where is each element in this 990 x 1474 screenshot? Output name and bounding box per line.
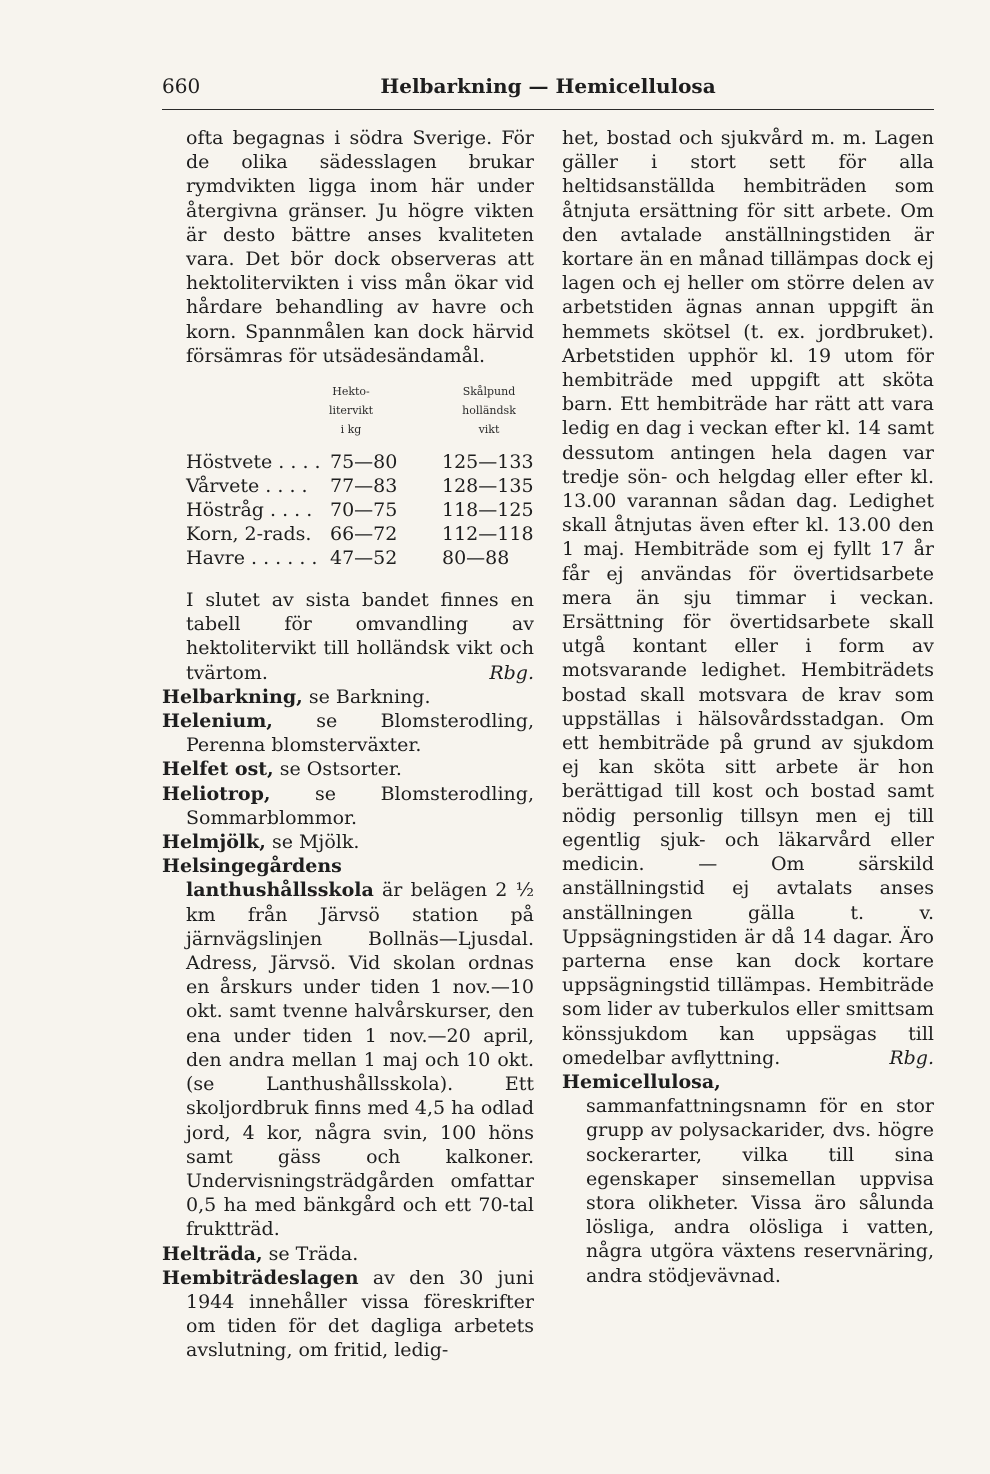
- entry-term: Helmjölk,: [162, 831, 266, 854]
- entry-term: Hemicellulosa,: [562, 1070, 721, 1093]
- table-header-kg-line: i kg: [340, 423, 362, 437]
- entry-text: se Blomsterodling, Sommarblommor.: [186, 782, 534, 829]
- entry-helenium: [162, 709, 534, 757]
- row-label: Höstvete . . . .: [186, 451, 321, 474]
- row-skalpund: 112—118: [442, 523, 534, 546]
- table-row: [186, 522, 534, 546]
- entry-helsingegardens: [162, 854, 534, 1241]
- entry-text: sammanfattningsnamn för en stor grupp av polysackarider, dvs. högre sockerarter, vilka till sina egenskaper sinsemellan uppvisa stora olikheter. Vissa äro sålunda lösliga, andra olösliga i vatten, några utgöra växtens reservnäring, andra stödjevävnad.: [586, 1095, 934, 1287]
- row-label: Höstråg . . . .: [186, 499, 313, 522]
- table-row: [186, 546, 534, 570]
- entry-text: se Blomsterodling, Perenna blomsterväxter.: [186, 710, 534, 757]
- table-header-skalpund-line: Skålpund: [462, 385, 516, 399]
- entry-helfet-ost: [162, 757, 534, 781]
- entry-term: Helsingegårdens lanthushållsskola: [162, 855, 374, 902]
- table-header-kg-line: litervikt: [328, 404, 374, 418]
- table-header-skalpund-line: vikt: [478, 423, 500, 437]
- author-signature: Rbg.: [489, 661, 534, 684]
- entry-helbarkning: [162, 685, 534, 709]
- table-row: [186, 498, 534, 522]
- row-skalpund: 118—125: [442, 499, 534, 522]
- entry-term: Heliotrop,: [162, 782, 271, 805]
- entry-text: är belägen 2 ½ km från Järvsö station på järnvägslinjen Bollnäs—Ljusdal. Adress, Järvsö. Vid skolan ordnas en årskurs under tiden 1 nov.—10 okt. samt tvenne halvårskurser, den ena under tiden 1 nov.—20 april, den andra mellan 1 maj och 10 okt. (se Lanthushållsskola). Ett skoljordbruk finns med 4,5 ha odlad jord, 4 kor, några svin, 100 höns samt gäss och kalkoner. Undervisningsträdgården omfattar 0,5 ha med bänkgård och ett 70-tal fruktträd.: [186, 879, 534, 1241]
- entry-term: Helträda,: [162, 1242, 263, 1265]
- row-skalpund: 128—135: [442, 475, 534, 498]
- table-header-kg-line: Hekto-: [332, 385, 370, 399]
- table-row: [186, 474, 534, 498]
- author-signature: Rbg.: [889, 1046, 934, 1069]
- row-skalpund: 125—133: [442, 451, 534, 474]
- header-rule: [162, 109, 934, 110]
- entry-text: se Ostsorter.: [273, 758, 402, 781]
- table-row: [186, 450, 534, 474]
- table-header-skalpund: [434, 382, 544, 439]
- running-title: Helbarkning — Hemicellulosa: [380, 74, 716, 98]
- entry-term: Helenium,: [162, 710, 273, 733]
- after-table-text: I slutet av sista bandet finnes en tabell för omvandling av hektolitervikt till holländsk vikt och tvärtom.: [186, 589, 534, 684]
- row-kg: 47—52: [330, 547, 398, 570]
- continuation-text: het, bostad och sjukvård m. m. Lagen gäller i stort sett för alla heltidsanställda hembiträden som åtnjuta ersättning för sitt arbete. Om den avtalade anställningstiden är kortare än en månad tillämpas dock ej lagen och ej heller om större delen av arbetstiden ägnas annan uppgift än hemmets skötsel (t. ex. jordbruket). Arbetstiden upphör kl. 19 utom för hembiträde med uppgift att sköta barn. Ett hembiträde har rätt att vara ledig en dag i veckan efter kl. 14 samt dessutom antingen hela dagen var tredje sön- och helgdag eller efter kl. 13.00 varannan sådan dag. Ledighet skall åtnjutas även efter kl. 13.00 den 1 maj. Hembiträde som ej fyllt 17 år får ej användas för övertidsarbete mera än sju timmar i veckan. Ersättning för övertidsarbete skall utgå kontant eller i form av motsvarande ledighet. Hembiträdets bostad skall motsvara de krav som uppställas i hälsovårdsstadgan. Om ett hembiträde på grund av sjukdom ej kan sköta sitt arbete är hon berättigad till kost och bostad samt nödig personlig tillsyn men ej till egentlig sjuk- och läkarvård eller medicin. — Om särskild anställningstid ej avtalats anses anställningen gälla t. v. Uppsägningstiden är då 14 dagar. Äro parterna ense kan dock kortare uppsägningstid tillämpas. Hembiträde som lider av tuberkulos eller smittsam könssjukdom kan uppsägas till omedelbar avflyttning.: [562, 127, 934, 1069]
- intro-paragraph: ofta begagnas i södra Sverige. För de olika sädesslagen brukar rymdvikten ligga inom här under återgivna gränser. Ju högre vikten är desto bättre anses kvaliteten vara. Det bör dock observeras att hektolitervikten i viss mån ökar vid hårdare behandling av havre och korn. Spannmålen kan dock härvid försämras för utsädesändamål.: [186, 127, 534, 367]
- row-label: Korn, 2-rads.: [186, 523, 312, 546]
- left-column: [162, 126, 534, 1363]
- page-header: [162, 74, 934, 104]
- entry-text: se Barkning.: [302, 685, 431, 708]
- entry-heltrada: [162, 1242, 534, 1266]
- row-kg: 70—75: [330, 499, 398, 522]
- entry-term: Helbarkning,: [162, 685, 303, 708]
- right-column: [562, 126, 934, 1288]
- entry-heliotrop: [162, 782, 534, 830]
- row-skalpund: 80—88: [442, 547, 510, 570]
- row-label: Havre . . . . . .: [186, 547, 318, 570]
- entry-term: Helfet ost,: [162, 758, 274, 781]
- entry-text: se Mjölk.: [265, 831, 360, 854]
- weight-table: [186, 382, 534, 582]
- after-table-paragraph: [162, 588, 534, 685]
- entry-text: av den 30 juni 1944 innehåller vissa föreskrifter om tiden för det dagliga arbetets avslutning, om fritid, ledig-: [186, 1266, 534, 1362]
- row-kg: 66—72: [330, 523, 398, 546]
- entry-helmjolk: [162, 830, 534, 854]
- row-label: Vårvete . . . .: [186, 475, 308, 498]
- page-number: 660: [162, 74, 201, 98]
- entry-term: Hembiträdeslagen: [162, 1266, 359, 1289]
- table-header-skalpund-line: holländsk: [462, 404, 516, 418]
- entry-hembitradeslagen: [162, 1266, 534, 1363]
- entry-hemicellulosa: [562, 1070, 934, 1288]
- row-kg: 77—83: [330, 475, 398, 498]
- row-kg: 75—80: [330, 451, 398, 474]
- entry-text: se Träda.: [262, 1242, 359, 1265]
- table-header-kg: [311, 382, 391, 439]
- continuation-paragraph: [562, 126, 934, 1070]
